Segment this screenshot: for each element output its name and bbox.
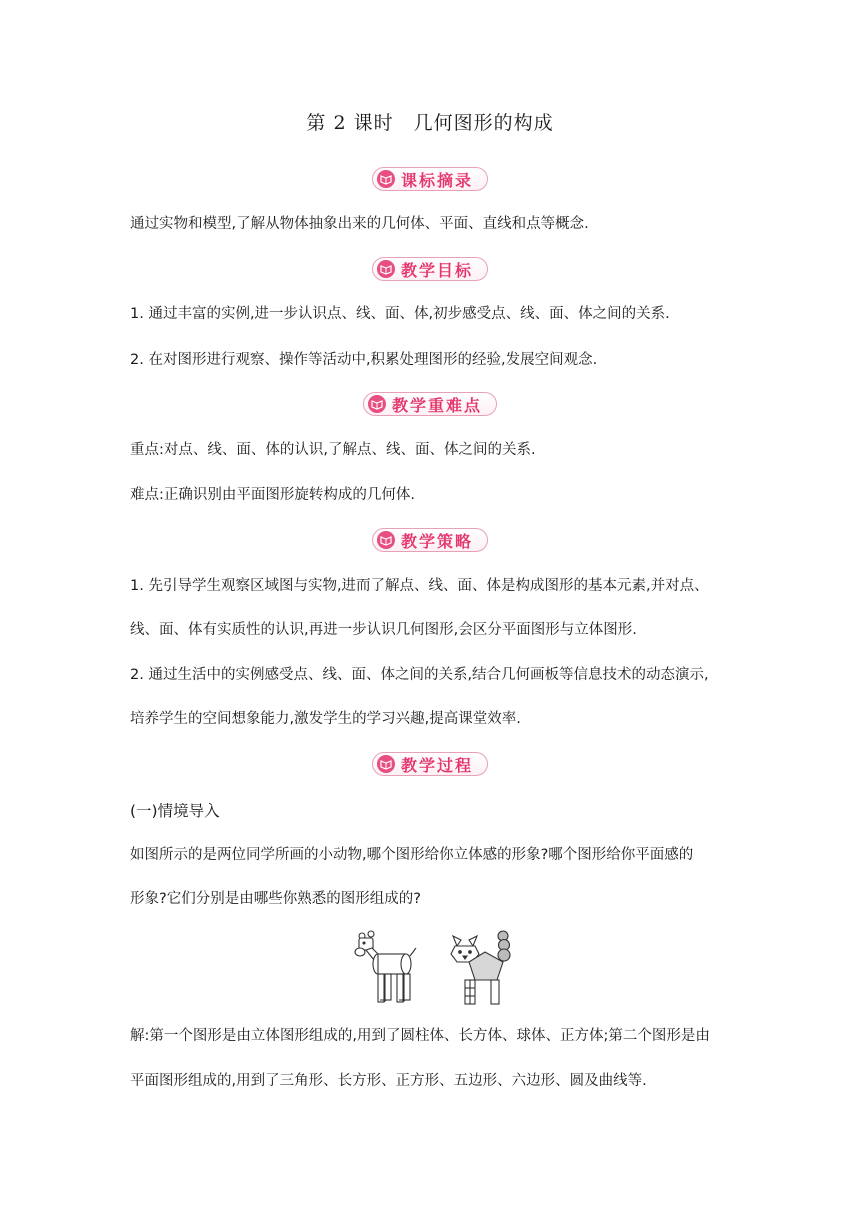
question-line: 如图所示的是两位同学所画的小动物,哪个图形给你立体感的形象?哪个图形给你平面感的 <box>130 847 694 863</box>
goal-item: 2. 在对图形进行观察、操作等活动中,积累处理图形的经验,发展空间观念. <box>130 352 598 368</box>
book-open-icon <box>377 531 395 549</box>
section-heading: 教学目标 <box>400 260 474 280</box>
difficulty-text: 难点:正确识别由平面图形旋转构成的几何体. <box>130 487 415 503</box>
section-heading: 教学过程 <box>400 755 474 775</box>
page-title: 第 2 课时 几何图形的构成 <box>306 112 554 134</box>
section-badge-key-points <box>363 392 497 416</box>
book-open-icon <box>377 755 395 773</box>
section-heading: 课标摘录 <box>400 170 474 190</box>
section-heading: 教学重难点 <box>391 395 483 415</box>
strategy-line: 培养学生的空间想象能力,激发学生的学习兴趣,提高课堂效率. <box>130 711 521 727</box>
strategy-line: 2. 通过生活中的实例感受点、线、面、体之间的关系,结合几何画板等信息技术的动态演示, <box>130 667 709 683</box>
process-subheading: (一)情境导入 <box>130 802 220 820</box>
goal-item: 1. 通过丰富的实例,进一步认识点、线、面、体,初步感受点、线、面、体之间的关系. <box>130 306 670 322</box>
section-badge-standard <box>372 167 488 191</box>
planar-animal-drawing <box>451 931 510 1004</box>
strategy-line: 1. 先引导学生观察区域图与实物,进而了解点、线、面、体是构成图形的基本元素,并对点、 <box>130 578 709 594</box>
section-badge-goals <box>372 257 488 281</box>
animal-figures <box>352 928 522 1008</box>
section-badge-strategy <box>372 528 488 552</box>
question-line: 形象?它们分别是由哪些你熟悉的图形组成的? <box>130 891 421 907</box>
section-heading: 教学策略 <box>400 531 474 551</box>
answer-line: 解:第一个图形是由立体图形组成的,用到了圆柱体、长方体、球体、正方体;第二个图形是由 <box>130 1028 710 1044</box>
standard-text: 通过实物和模型,了解从物体抽象出来的几何体、平面、直线和点等概念. <box>130 216 589 232</box>
section-badge-process <box>372 752 488 776</box>
book-open-icon <box>368 395 386 413</box>
focus-text: 重点:对点、线、面、体的认识,了解点、线、面、体之间的关系. <box>130 442 536 458</box>
answer-line: 平面图形组成的,用到了三角形、长方形、正方形、五边形、六边形、圆及曲线等. <box>130 1073 647 1089</box>
strategy-line: 线、面、体有实质性的认识,再进一步认识几何图形,会区分平面图形与立体图形. <box>130 622 637 638</box>
solid-animal-drawing <box>355 931 416 1002</box>
book-open-icon <box>377 260 395 278</box>
book-open-icon <box>377 170 395 188</box>
